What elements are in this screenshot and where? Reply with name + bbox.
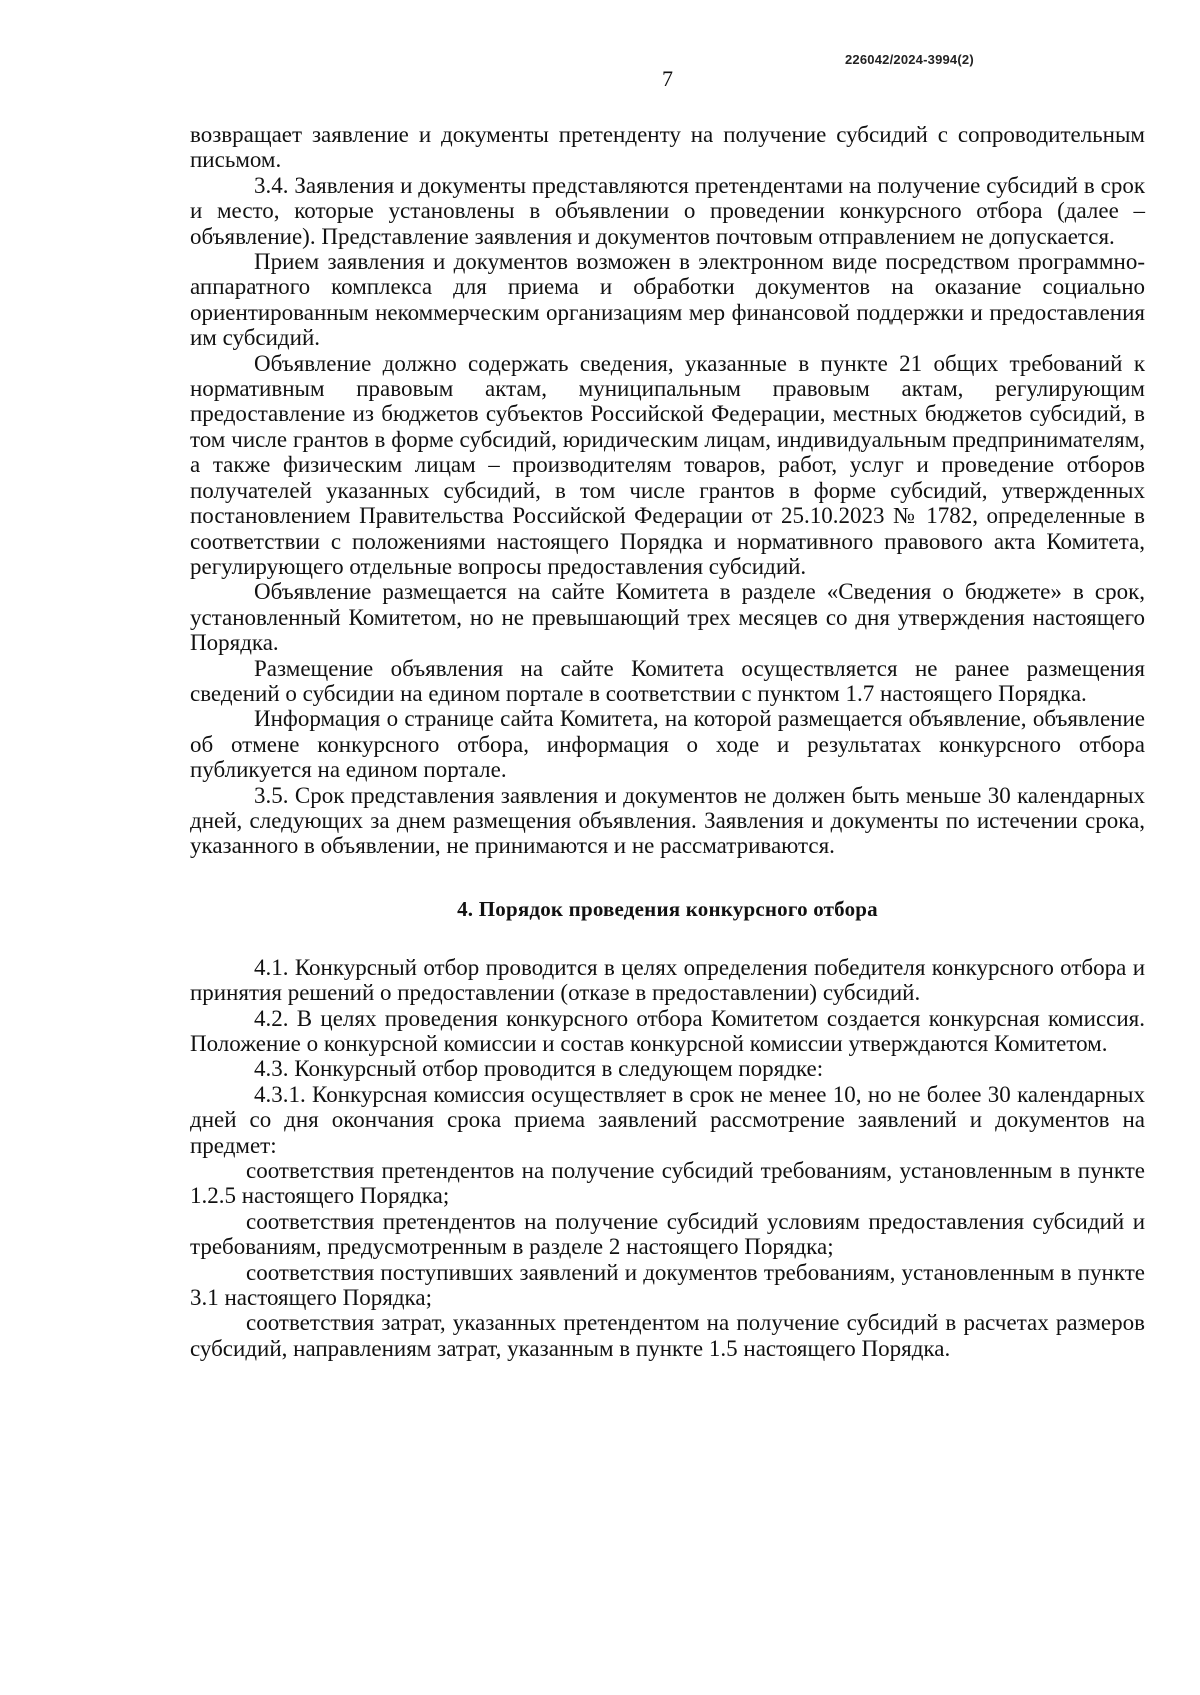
paragraph-4-2: 4.2. В целях проведения конкурсного отбора Комитетом создается конкурсная комиссия. Положение о конкурсной комиссии и состав конкурсной комиссии утверждаются Комитетом. xyxy=(190,1005,1145,1056)
paragraph: Информация о странице сайта Комитета, на которой размещается объявление, объявление об отмене конкурсного отбора, информация о ходе и результатах конкурсного отбора публикуется на едином портале. xyxy=(190,706,1145,783)
list-item: соответствия затрат, указанных претендентом на получение субсидий в расчетах размеров субсидий, направлениям затрат, указанным в пункте 1.5 настоящего Порядка. xyxy=(190,1310,1145,1361)
list-item: соответствия претендентов на получение субсидий требованиям, установленным в пункте 1.2.5 настоящего Порядка; xyxy=(190,1158,1145,1209)
paragraph-3-5: 3.5. Срок представления заявления и документов не должен быть меньше 30 календарных дней, следующих за днем размещения объявления. Заявления и документы по истечении срока, указанного в объявлении, не принимаются и не рассматриваются. xyxy=(190,782,1145,859)
paragraph: возвращает заявление и документы претенденту на получение субсидий с сопроводительным письмом. xyxy=(190,122,1145,173)
list-item: соответствия претендентов на получение субсидий условиям предоставления субсидий и требованиям, предусмотренным в разделе 2 настоящего Порядка; xyxy=(190,1208,1145,1260)
paragraph: Объявление размещается на сайте Комитета в разделе «Сведения о бюджете» в срок, установленный Комитетом, но не превышающий трех месяцев со дня утверждения настоящего Порядка. xyxy=(190,579,1145,656)
document-id: 226042/2024-3994(2) xyxy=(845,52,974,67)
paragraph-4-3: 4.3. Конкурсный отбор проводится в следующем порядке: xyxy=(254,1056,824,1082)
page-number: 7 xyxy=(662,66,673,91)
document-body xyxy=(190,122,1145,1361)
paragraph-4-1: 4.1. Конкурсный отбор проводится в целях определения победителя конкурсного отбора и принятия решений о предоставлении (отказе в предоставлении) субсидий. xyxy=(190,954,1145,1006)
paragraph: Прием заявления и документов возможен в электронном виде посредством программно-аппаратного комплекса для приема и обработки документов на оказание социально ориентированным некоммерческим организациям мер финансовой поддержки и предоставления им субсидий. xyxy=(190,249,1145,351)
paragraph-3-4: 3.4. Заявления и документы представляются претендентами на получение субсидий в срок и место, которые установлены в объявлении о проведении конкурсного отбора (далее – объявление). Представление заявления и документов почтовым отправлением не допускается. xyxy=(190,172,1145,249)
list-item: соответствия поступивших заявлений и документов требованиям, установленным в пункте 3.1 настоящего Порядка; xyxy=(190,1259,1145,1311)
paragraph: Объявление должно содержать сведения, указанные в пункте 21 общих требований к нормативным правовым актам, муниципальным правовым актам, регулирующим предоставление из бюджетов субъектов Российской Федерации, местных бюджетов субсидий, в том числе грантов в форме субсидий, юридическим лицам, индивидуальным предпринимателям, а также физическим лицам – производителям товаров, работ, услуг и проведение отборов получателей указанных субсидий, в том числе грантов в форме субсидий, утвержденных постановлением Правительства Российской Федерации от 25.10.2023 № 1782, определенные в соответствии с положениями настоящего Порядка и нормативного правового акта Комитета, регулирующего отдельные вопросы предоставления субсидий. xyxy=(190,350,1145,579)
paragraph-4-3-1: 4.3.1. Конкурсная комиссия осуществляет в срок не менее 10, но не более 30 календарных дней со дня окончания срока приема заявлений рассмотрение заявлений и документов на предмет: xyxy=(190,1081,1145,1158)
paragraph: Размещение объявления на сайте Комитета осуществляется не ранее размещения сведений о субсидии на едином портале в соответствии с пунктом 1.7 настоящего Порядка. xyxy=(190,655,1145,706)
section-heading: 4. Порядок проведения конкурсного отбора xyxy=(457,896,878,921)
